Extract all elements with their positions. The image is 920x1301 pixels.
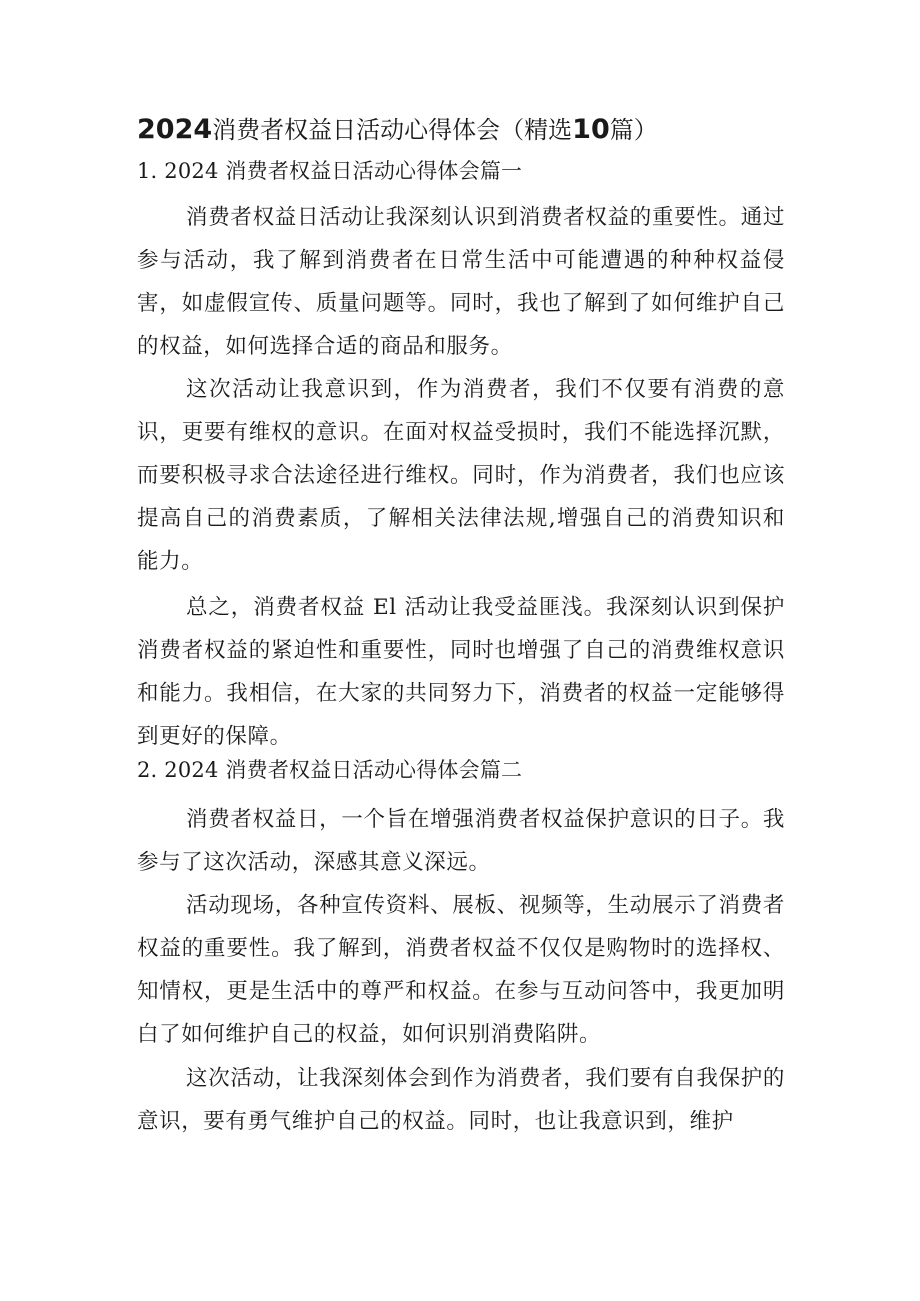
title-year: 2024 [137,114,213,145]
paragraph: 这次活动，让我深刻体会到作为消费者，我们要有自我保护的意识，要有勇气维护自己的权益。同时，也让我意识到，维护 [137,1066,785,1134]
title-suffix: 篇） [609,116,658,144]
document-title [137,112,817,148]
paragraph: 这次活动让我意识到，作为消费者，我们不仅要有消费的意识，更要有维权的意识。在面对权益受损时，我们不能选择沉默，而要积极寻求合法途径进行维权。同时，作为消费者，我们也应该提高自己的消费素质，了解相关法律法规,增强自己的消费知识和能力。 [137,377,785,574]
section-heading-2: 2. 2024 消费者权益日活动心得体会篇二 [137,758,523,782]
paragraph: 总之，消费者权益 El 活动让我受益匪浅。我深刻认识到保护消费者权益的紧迫性和重要性，同时也增强了自己的消费维权意识和能力。我相信，在大家的共同努力下，消费者的权益一定能够得到更好的保障。 [137,595,785,749]
section-heading-1: 1. 2024 消费者权益日活动心得体会篇一 [137,159,523,183]
title-text: 消费者权益日活动心得体会（精选 [212,116,573,144]
paragraph: 消费者权益日活动让我深刻认识到消费者权益的重要性。通过参与活动，我了解到消费者在日常生活中可能遭遇的种种权益侵害，如虚假宣传、质量问题等。同时，我也了解到了如何维护自己的权益，如何选择合适的商品和服务。 [137,205,785,359]
paragraph: 活动现场，各种宣传资料、展板、视频等，生动展示了消费者权益的重要性。我了解到，消费者权益不仅仅是购物时的选择权、知情权，更是生活中的尊严和权益。在参与互动问答中，我更加明白了如何维护自己的权益，如何识别消费陷阱。 [137,893,785,1047]
title-count: 10 [572,114,610,145]
paragraph: 消费者权益日，一个旨在增强消费者权益保护意识的日子。我参与了这次活动，深感其意义深远。 [137,807,785,875]
